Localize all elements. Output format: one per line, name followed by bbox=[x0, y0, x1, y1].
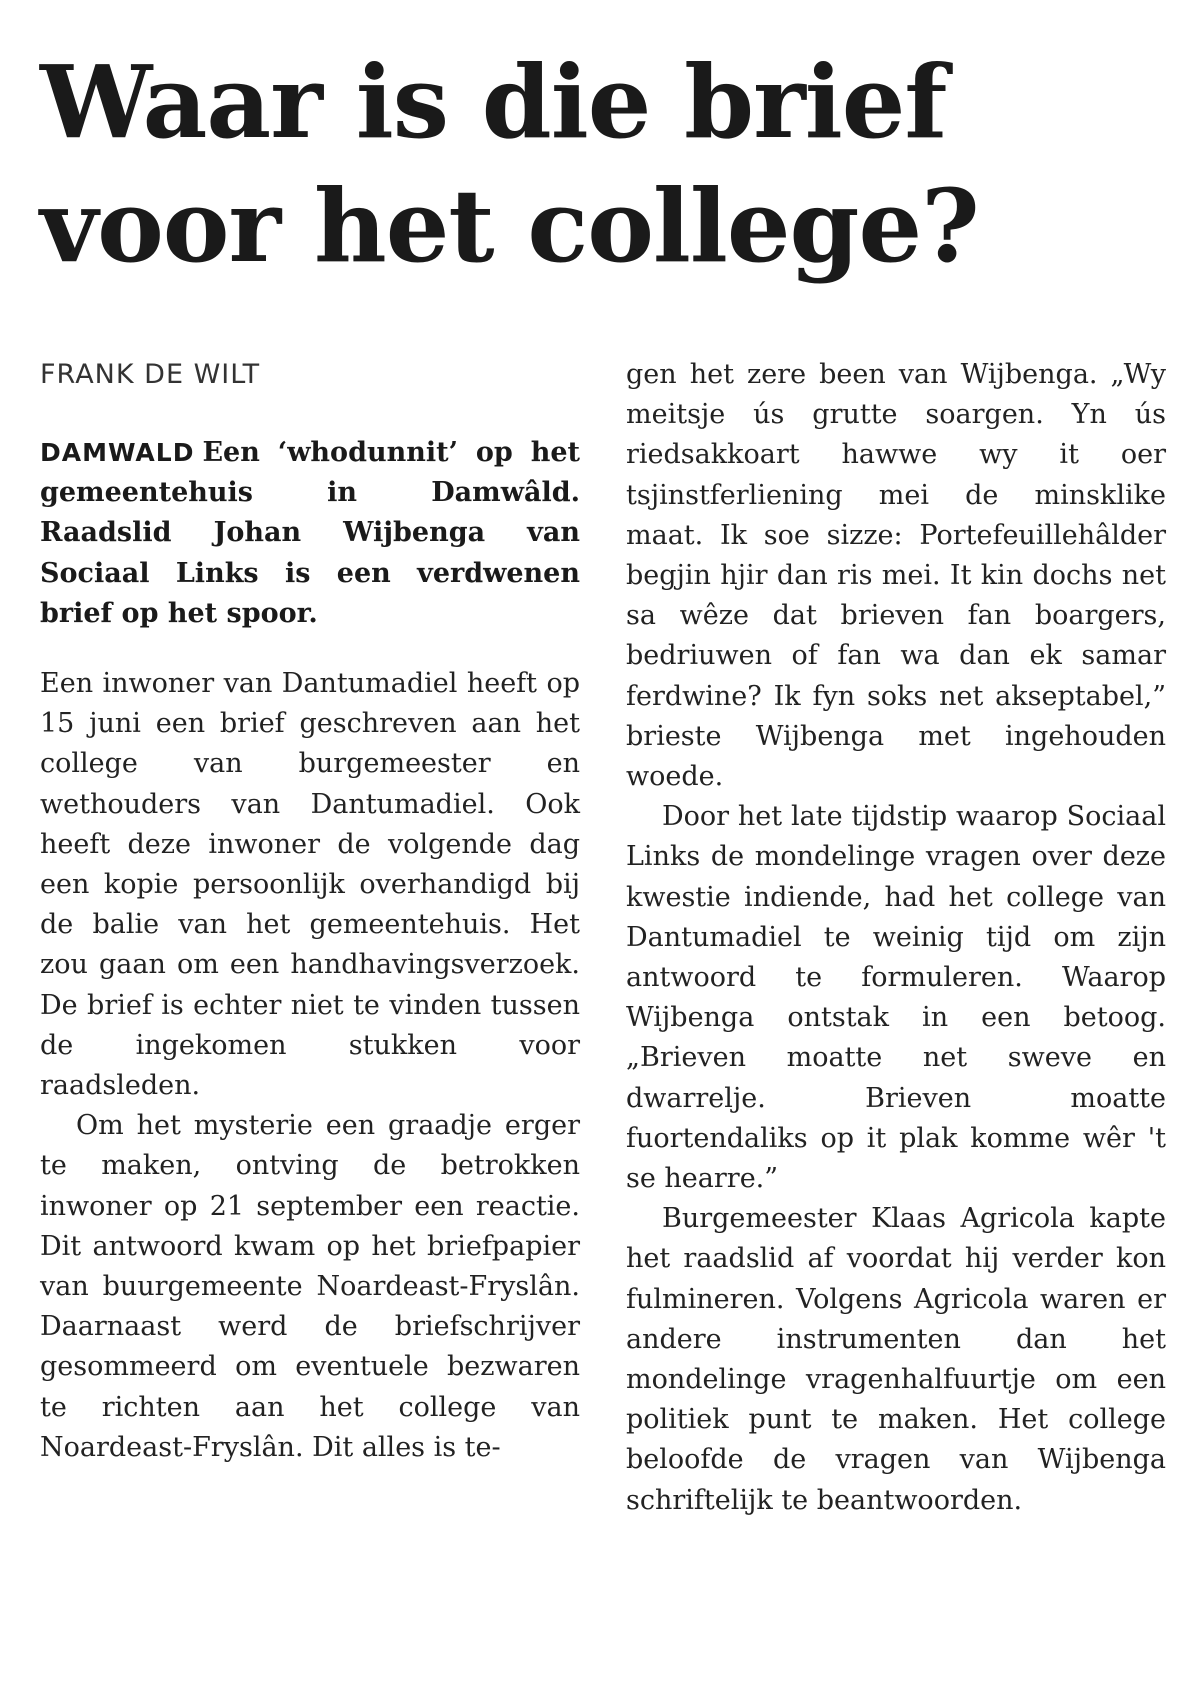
byline: FRANK DE WILT bbox=[40, 359, 261, 390]
body-paragraph: Burgemeester Klaas Agricola kapte het raadslid af voordat hij verder kon fulmineren. Volgens Agricola waren er andere instrumenten dan het mondelinge vragenhalfuurtje om een politiek punt te maken. Het college beloofde de vragen van Wijbenga schriftelijk te beantwoorden. bbox=[626, 1203, 1166, 1516]
headline-line-1: Waar is die brief bbox=[40, 43, 947, 161]
body-paragraph: Een inwoner van Dantumadiel heeft op 15 juni een brief geschreven aan het college van burgemeester en wethouders van Dantumadiel. Ook heeft deze inwoner de volgende dag een kopie persoonlijk overhandigd bij de balie van het gemeentehuis. Het zou gaan om een handhavingsverzoek. De brief is echter niet te vinden tussen de ingekomen stukken voor raadsleden. bbox=[40, 668, 580, 1102]
body-text-left bbox=[40, 664, 580, 1468]
body-paragraph: Door het late tijdstip waarop Sociaal Links de mondelinge vragen over deze kwestie indiende, had het college van Dantumadiel te weinig tijd om zijn antwoord te formuleren. Waarop Wijbenga ontstak in een betoog. „Brieven moatte net sweve en dwarrelje. Brieven moatte fuortendaliks op it plak komme wêr 't se hearre.” bbox=[626, 801, 1166, 1195]
headline-line-2: voor het college? bbox=[40, 167, 979, 285]
body-paragraph: Om het mysterie een graadje erger te maken, ontving de betrokken inwoner op 21 september een reactie. Dit antwoord kwam op het briefpapier van buurgemeente Noardeast-Fryslân. Daarnaast werd de briefschrijver gesommeerd om eventuele bezwaren te richten aan het college van Noardeast-Fryslân. Dit alles is te- bbox=[40, 1110, 580, 1463]
body-paragraph: gen het zere been van Wijbenga. „Wy meitsje ús grutte soargen. Yn ús riedsakkoart hawwe wy it oer tsjinstferliening mei de minsklike maat. Ik soe sizze: Portefeuillehâlder begjin hjir dan ris mei. It kin dochs net sa wêze dat brieven fan boargers, bedriuwen of fan wa dan ek samar ferdwine? Ik fyn soks net akseptabel,” brieste Wijbenga met ingehouden woede. bbox=[626, 359, 1166, 793]
lead-paragraph bbox=[40, 433, 580, 634]
article-column-right bbox=[626, 355, 1166, 1521]
article-column-left bbox=[40, 355, 580, 1468]
body-text-right bbox=[626, 355, 1166, 1521]
headline bbox=[40, 40, 1160, 288]
dateline: DAMWALD bbox=[40, 438, 195, 467]
lead-text: Een ‘whodunnit’ op het gemeentehuis in Damwâld. Raadslid Johan Wijbenga van Sociaal Links is een verdwenen brief op het spoor. bbox=[40, 437, 580, 629]
